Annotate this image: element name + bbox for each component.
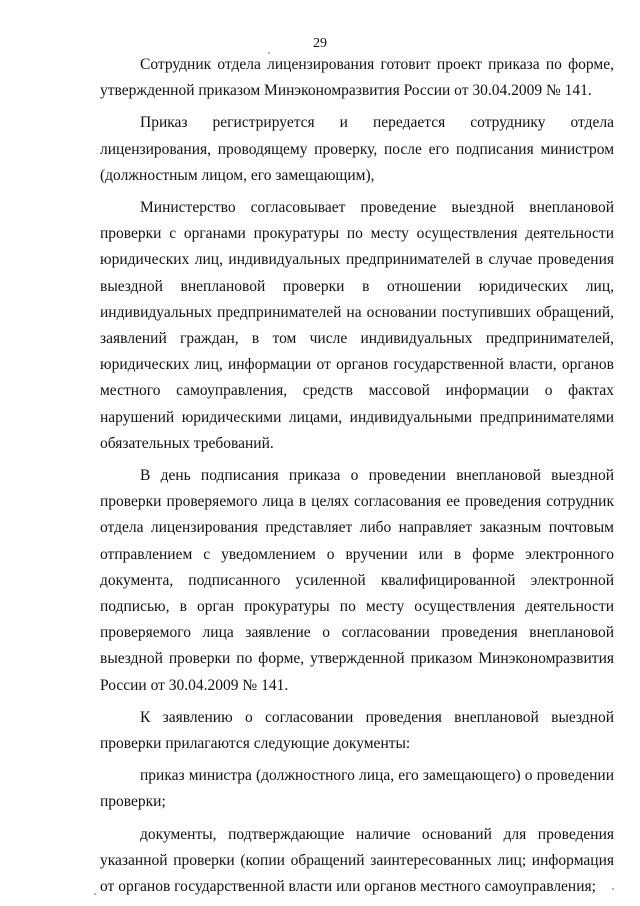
paragraph-supporting-documents: документы, подтверждающие наличие оснований для проведения указанной проверки (копии обращений заинтересованных лиц; информация от органов государственной власти или органов местного самоуправления;: [100, 825, 614, 896]
paragraph-order-registration: Приказ регистрируется и передается сотруднику отдела лицензирования, проводящему проверку, после его подписания министром (должностным лицом, его замещающим),: [100, 114, 614, 184]
page-number: 29: [313, 36, 327, 51]
document-body: [100, 52, 614, 906]
paragraph-minister-order: приказ министра (должностного лица, его замещающего) о проведении проверки;: [100, 767, 614, 811]
paragraph-attached-documents: К заявлению о согласовании проведения внеплановой выездной проверки прилагаются следующие документы:: [100, 708, 614, 753]
paragraph-order-preparation: Сотрудник отдела лицензирования готовит проект приказа по форме, утвержденной приказом Минэкономразвития России от 30.04.2009 № 141.: [100, 56, 614, 100]
scan-speck: [94, 893, 96, 895]
scan-speck: [612, 888, 614, 890]
paragraph-prosecutor-approval: Министерство согласовывает проведение выездной внеплановой проверки с органами прокуратуры по месту осуществления деятельности юридических лиц, индивидуальных предпринимателей в случае проведения выездной внеплановой проверки в отношении юридических лиц, индивидуальных предпринимателей на основании поступивших обращений, заявлений граждан, в том числе индивидуальных предпринимателей, юридических лиц, информации от органов государственной власти, органов местного самоуправления, средств массовой информации о фактах нарушений юридическими лицами, индивидуальными предпринимателями обязательных требований.: [100, 199, 614, 452]
scan-speck: [268, 52, 270, 54]
paragraph-application-submission: В день подписания приказа о проведении внеплановой выездной проверки проверяемого лица в целях согласования ее проведения сотрудник отдела лицензирования представляет либо направляет заказным почтовым отправлением с уведомлением о вручении или в форме электронного документа, подписанного усиленной квалифицированной электронной подписью, в орган прокуратуры по месту осуществления деятельности проверяемого лица заявление о согласовании проведения внеплановой выездной проверки по форме, утвержденной приказом Минэкономразвития России от 30.04.2009 № 141.: [100, 467, 614, 694]
